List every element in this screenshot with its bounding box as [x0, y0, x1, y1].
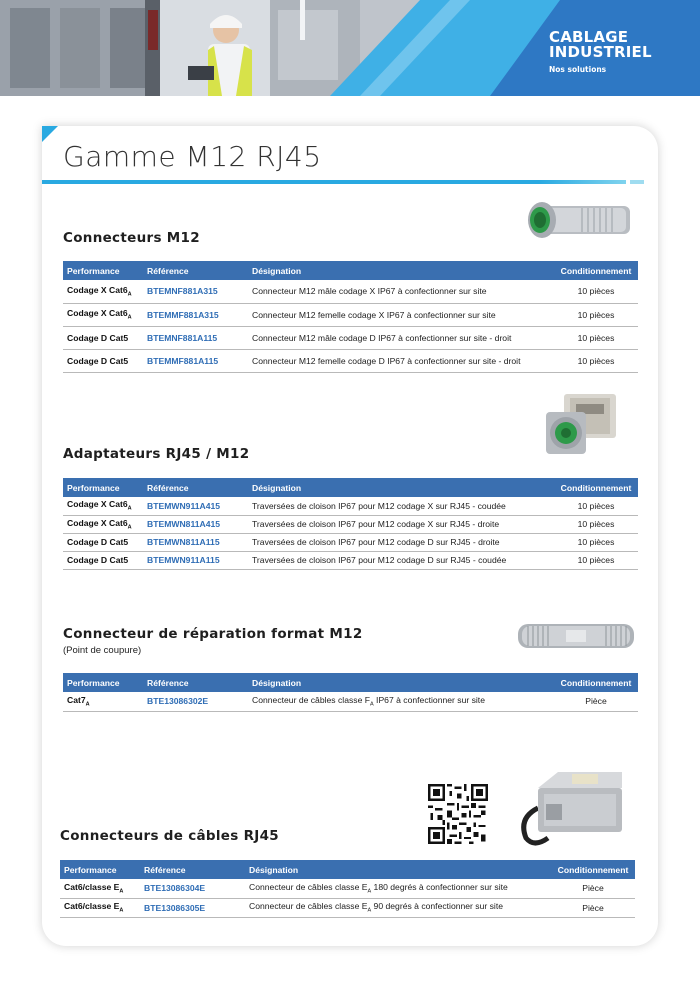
designation-cell: Connecteur de câbles classe $E_A$ 90 degrés à confectionner sur site	[245, 898, 551, 917]
table-row	[63, 551, 638, 569]
table-row	[63, 349, 638, 372]
table-row	[63, 280, 638, 303]
header-banner	[0, 0, 700, 96]
performance-cell: $Cat7_A$	[63, 692, 143, 711]
designation-cell: Connecteur M12 femelle codage D IP67 à confectionner sur site - droit	[248, 349, 554, 372]
section-title-adaptateurs: Adaptateurs RJ45 / M12	[63, 446, 250, 462]
performance-cell: Codage X $Cat6_A$	[63, 280, 143, 303]
table-cables-rj45	[60, 860, 635, 918]
col-conditionnement: Conditionnement	[554, 478, 638, 497]
page-title: Gamme M12 RJ45	[63, 140, 322, 173]
conditionnement-cell: 10 pièces	[554, 551, 638, 569]
reference-cell: BTEMWN811A115	[143, 533, 248, 551]
reference-cell: BTEMWN911A415	[143, 497, 248, 515]
table-header-row	[60, 860, 635, 879]
section-subtitle-point-de-coupure: (Point de coupure)	[63, 645, 142, 656]
section-title-cables-rj45: Connecteurs de câbles RJ45	[60, 828, 279, 844]
table-connecteurs-m12	[63, 261, 638, 373]
designation-cell: Traversées de cloison IP67 pour M12 codage X sur RJ45 - coudée	[248, 497, 554, 515]
table-row	[63, 497, 638, 515]
col-conditionnement: Conditionnement	[551, 860, 635, 879]
col-designation: Désignation	[245, 860, 551, 879]
conditionnement-cell: 10 pièces	[554, 497, 638, 515]
table-row	[63, 515, 638, 533]
col-designation: Désignation	[248, 673, 554, 692]
designation-cell: Connecteur de câbles classe $E_A$ 180 degrés à confectionner sur site	[245, 879, 551, 898]
conditionnement-cell: 10 pièces	[554, 280, 638, 303]
table-header-row	[63, 478, 638, 497]
designation-cell: Connecteur M12 femelle codage X IP67 à confectionner sur site	[248, 303, 554, 326]
section-title-connecteurs-m12: Connecteurs M12	[63, 230, 200, 246]
title-underline	[42, 180, 626, 184]
col-performance: Performance	[60, 860, 140, 879]
col-reference: Référence	[143, 478, 248, 497]
conditionnement-cell: 10 pièces	[554, 326, 638, 349]
conditionnement-cell: Pièce	[554, 692, 638, 711]
performance-cell: Codage D Cat5	[63, 533, 143, 551]
reference-cell: BTE13086302E	[143, 692, 248, 711]
card-corner-accent	[42, 126, 58, 142]
reference-cell: BTE13086304E	[140, 879, 245, 898]
reference-cell: BTEMWN811A415	[143, 515, 248, 533]
table-row	[63, 303, 638, 326]
reference-cell: BTEMNF881A315	[143, 280, 248, 303]
brand-tagline: Nos solutions	[549, 65, 607, 74]
table-row	[60, 879, 635, 898]
col-conditionnement: Conditionnement	[554, 673, 638, 692]
performance-cell: Codage D Cat5	[63, 551, 143, 569]
col-performance: Performance	[63, 478, 143, 497]
qr-code[interactable]	[428, 784, 488, 844]
performance-cell: Cat6/classe $E_A$	[60, 879, 140, 898]
conditionnement-cell: 10 pièces	[554, 515, 638, 533]
table-row	[63, 533, 638, 551]
designation-cell: Connecteur de câbles classe $F_A$ IP67 à confectionner sur site	[248, 692, 554, 711]
table-row	[63, 326, 638, 349]
performance-cell: Codage X $Cat6_A$	[63, 303, 143, 326]
brand-block	[549, 30, 652, 74]
col-designation: Désignation	[248, 261, 554, 280]
table-adaptateurs	[63, 478, 638, 570]
reference-cell: BTE13086305E	[140, 898, 245, 917]
brand-line-1: CABLAGE	[549, 28, 629, 46]
table-header-row	[63, 673, 638, 692]
performance-cell: Codage D Cat5	[63, 326, 143, 349]
designation-cell: Connecteur M12 mâle codage X IP67 à confectionner sur site	[248, 280, 554, 303]
section-title-reparation: Connecteur de réparation format M12	[63, 626, 363, 642]
repair-connector-image	[514, 612, 638, 660]
col-reference: Référence	[140, 860, 245, 879]
reference-cell: BTEMWN911A115	[143, 551, 248, 569]
designation-cell: Traversées de cloison IP67 pour M12 codage D sur RJ45 - droite	[248, 533, 554, 551]
table-row	[63, 692, 638, 711]
col-reference: Référence	[143, 261, 248, 280]
conditionnement-cell: 10 pièces	[554, 349, 638, 372]
reference-cell: BTEMMF881A115	[143, 349, 248, 372]
designation-cell: Connecteur M12 mâle codage D IP67 à confectionner sur site - droit	[248, 326, 554, 349]
rj45-m12-adapter-image	[536, 388, 626, 464]
rj45-cable-connector-image	[518, 768, 630, 848]
m12-connector-image	[522, 192, 636, 248]
performance-cell: Codage X $Cat6_A$	[63, 515, 143, 533]
col-performance: Performance	[63, 673, 143, 692]
reference-cell: BTEMNF881A115	[143, 326, 248, 349]
brand-line-2: INDUSTRIEL	[549, 43, 652, 61]
reference-cell: BTEMMF881A315	[143, 303, 248, 326]
col-reference: Référence	[143, 673, 248, 692]
designation-cell: Traversées de cloison IP67 pour M12 codage X sur RJ45 - droite	[248, 515, 554, 533]
col-performance: Performance	[63, 261, 143, 280]
performance-cell: Codage D Cat5	[63, 349, 143, 372]
table-header-row	[63, 261, 638, 280]
designation-cell: Traversées de cloison IP67 pour M12 codage D sur RJ45 - coudée	[248, 551, 554, 569]
col-conditionnement: Conditionnement	[554, 261, 638, 280]
conditionnement-cell: 10 pièces	[554, 533, 638, 551]
conditionnement-cell: Pièce	[551, 898, 635, 917]
conditionnement-cell: 10 pièces	[554, 303, 638, 326]
table-reparation	[63, 673, 638, 712]
performance-cell: Codage X $Cat6_A$	[63, 497, 143, 515]
title-underline-dash	[630, 180, 644, 184]
col-designation: Désignation	[248, 478, 554, 497]
table-row	[60, 898, 635, 917]
conditionnement-cell: Pièce	[551, 879, 635, 898]
performance-cell: Cat6/classe $E_A$	[60, 898, 140, 917]
